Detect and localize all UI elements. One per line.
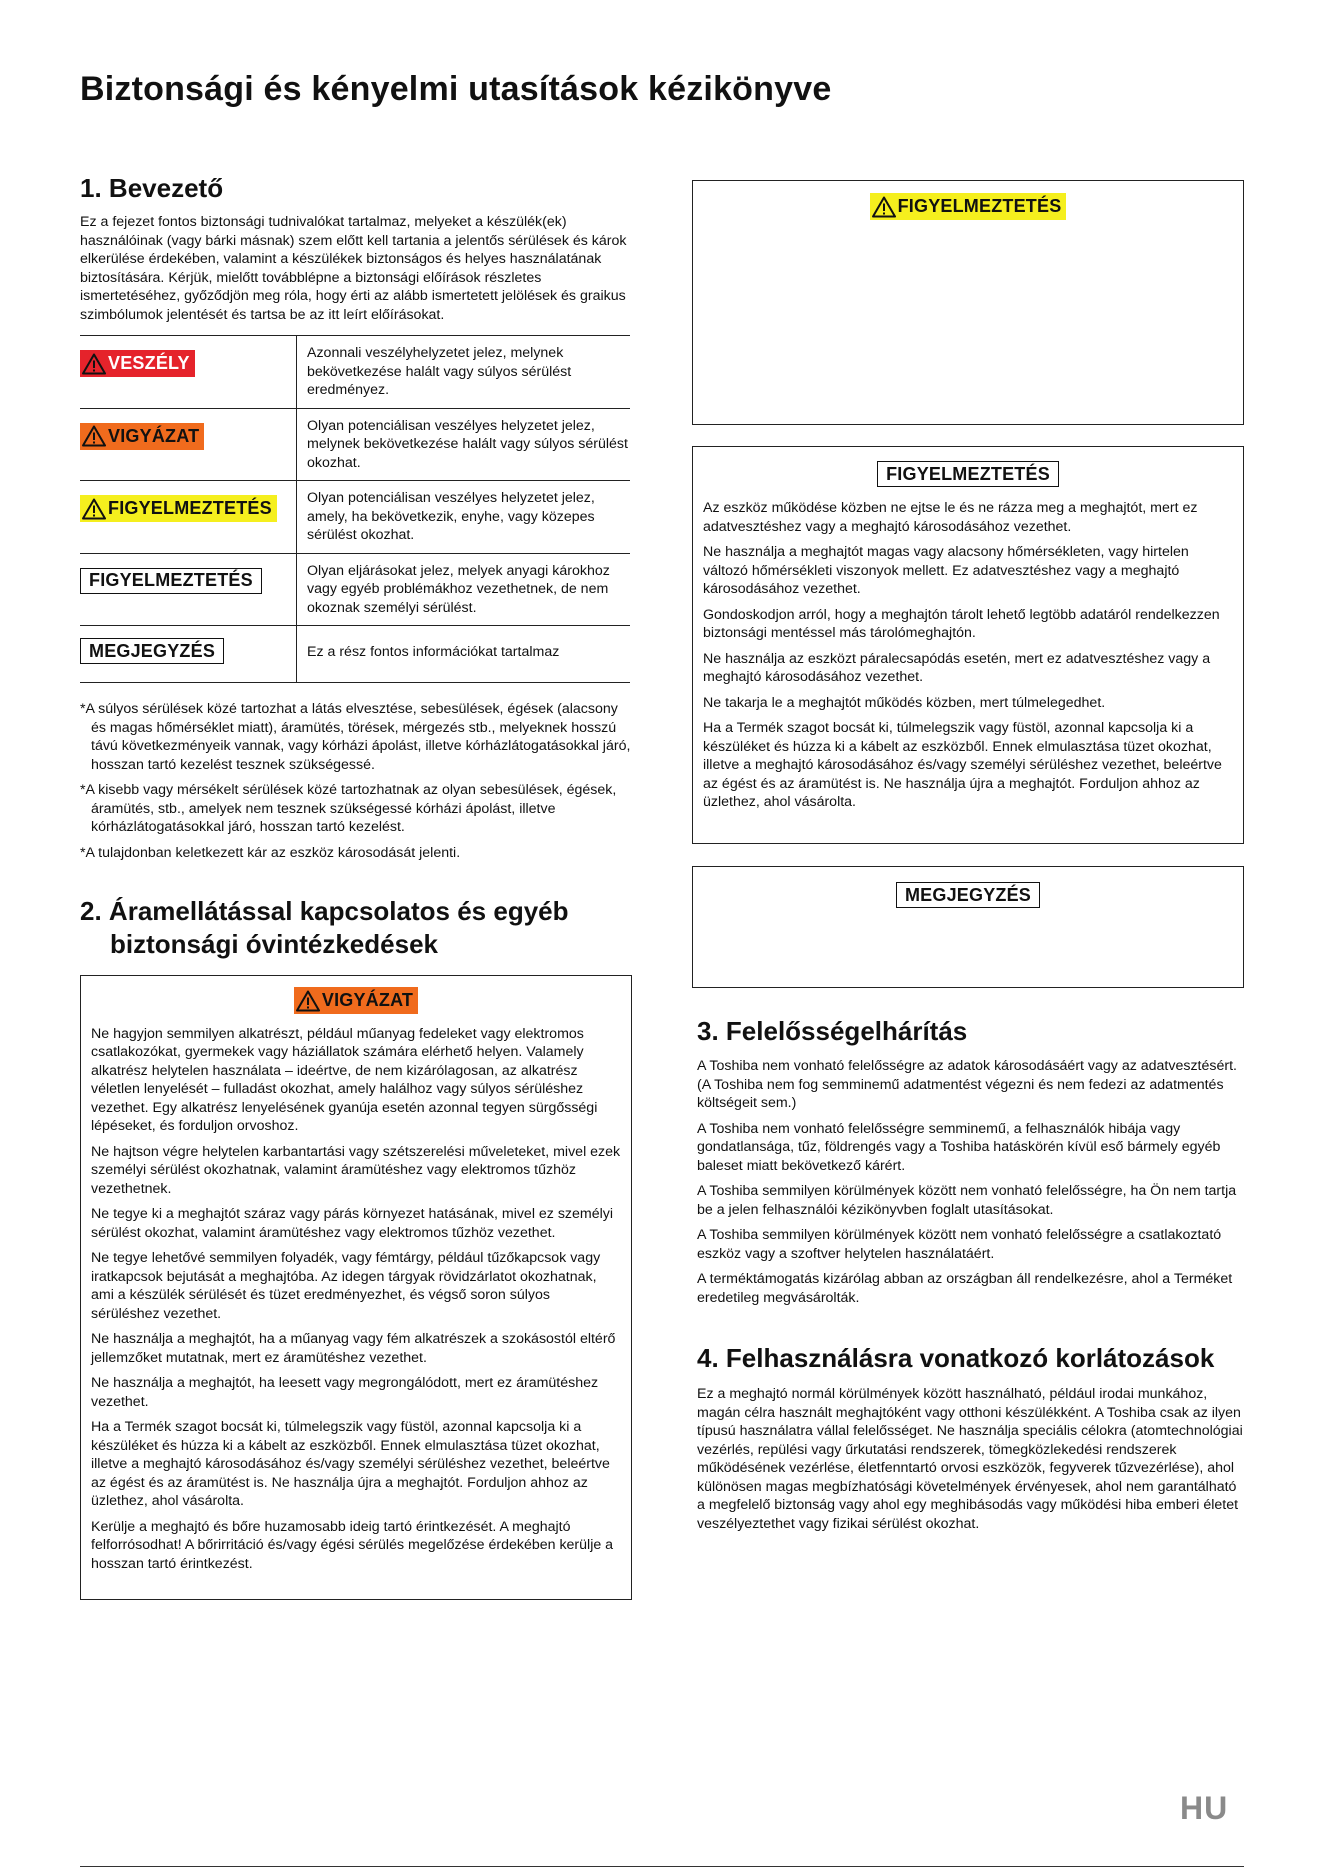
definition-row-caution: [80, 408, 630, 481]
caution-label: VIGYÁZAT: [108, 425, 200, 446]
disclaimer-paragraph: A Toshiba nem vonható felelősségre az adatok károsodásáért vagy az adatvesztésért. (A Toshiba nem fog semminemű adatmentést végezni és nem fedezi az adatmentés költségeit sem.): [697, 1058, 1237, 1111]
section-3-content: [697, 1057, 1245, 1314]
page-title: Biztonsági és kényelmi utasítások kézikönyve: [80, 70, 832, 108]
warning-box: [692, 180, 1244, 425]
caution-paragraph: Ne tegye ki a meghajtót száraz vagy párás környezet hatásának, mivel ez személyi sérülést okozhat, valamint áramütéshez vagy elektromos tűzhöz vezethet.: [91, 1206, 614, 1241]
caution-paragraph: Kerülje a meghajtó és bőre huzamosabb ideig tartó érintkezését. A meghajtó felforrósodhat! A bőrirritáció és/vagy égési sérülés megelőzése érdekében kerülje a hosszan tartó érintkezést.: [91, 1518, 614, 1572]
notice-paragraph: Az eszköz működése közben ne ejtse le és ne rázza meg a meghajtót, mert ez adatvesztéshez vagy a meghajtó károsodásához vezethet.: [703, 500, 1198, 535]
warning-box-badge: [870, 193, 1067, 220]
notice-badge: FIGYELMEZTETÉS: [80, 568, 262, 594]
footnote-serious-injury: *A súlyos sérülések közé tartozhat a látás elvesztése, sebesülések, égések (alacsony és magas hőmérséklet miatt), áramütés, törések, mérgezés stb., melyeknek hosszú távú következményeik vannak, vagy kórházi ápolást, illetve kórházlátogatásokkal járó, hosszan tartó kezelést tesznek szükségessé.: [80, 701, 631, 773]
caution-box-label: VIGYÁZAT: [321, 990, 414, 1010]
definition-row-note: [80, 626, 630, 683]
section-1-title: Bevezető: [108, 173, 224, 203]
section-4-number: 4.: [697, 1343, 719, 1373]
danger-description: Azonnali veszélyhelyzetet jelez, melynek bekövetkezése halált vagy súlyos sérülést eredményez.: [297, 336, 631, 409]
warning-description: Olyan potenciálisan veszélyes helyzetet jelez, amely, ha bekövetkezik, enyhe, vagy közepes sérülést okozhat.: [297, 481, 631, 554]
caution-description: Olyan potenciálisan veszélyes helyzetet jelez, melynek bekövetkezése halált vagy súlyos sérülést okozhat.: [297, 408, 631, 481]
notice-box-badge: FIGYELMEZTETÉS: [877, 461, 1059, 487]
warning-triangle-icon: [296, 990, 320, 1012]
definition-row-notice: [80, 553, 630, 626]
warning-triangle-icon: [82, 353, 106, 375]
footnote-property-damage: *A tulajdonban keletkezett kár az eszköz károsodását jelenti.: [80, 844, 461, 861]
warning-triangle-icon: [82, 498, 106, 520]
caution-box-content: [81, 1017, 631, 1574]
disclaimer-paragraph: A Toshiba semmilyen körülmények között nem vonható felelősségre, ha Ön nem tartja be a jelen felhasználói kézikönyvben foglalt utasításokat.: [697, 1183, 1237, 1218]
notice-paragraph: Ne takarja le a meghajtót működés közben, mert túlmelegedhet.: [703, 694, 1106, 711]
caution-badge: [80, 423, 204, 450]
caution-paragraph: Ne használja a meghajtót, ha a műanyag vagy fém alkatrészek a szokásostól eltérő jellemzőket mutatnak, mert ez áramütéshez vezethet.: [91, 1331, 616, 1366]
section-2-heading: [80, 895, 569, 961]
section-2-title-line2: biztonsági óvintézkedések: [110, 929, 438, 959]
symbol-definitions-table: [80, 335, 630, 683]
disclaimer-paragraph: A terméktámogatás kizárólag abban az országban áll rendelkezésre, ahol a Terméket eredetileg megvásárolták.: [697, 1271, 1233, 1306]
caution-paragraph: Ne hajtson végre helytelen karbantartási vagy szétszerelési műveleteket, mivel ezek személyi sérülést okozhatnak, valamint áramütéshez vagy elektromos tűzhöz vezethetnek.: [91, 1143, 621, 1197]
footnote-minor-injury: *A kisebb vagy mérsékelt sérülések közé tartozhatnak az olyan sebesülések, égések, áramütés, stb., amelyek nem tesznek szükségessé kórházi ápolást, illetve kórházlátogatásokkal járó, hosszan tartó kezelést.: [80, 782, 617, 835]
section-4-title: Felhasználásra vonatkozó korlátozások: [725, 1343, 1215, 1373]
caution-paragraph: Ha a Termék szagot bocsát ki, túlmelegszik vagy füstöl, azonnal kapcsolja ki a készüléket és húzza ki a kábelt az eszközből. Ennek elmulasztása tüzet okozhat, illetve a meghajtó károsodásához és/vagy személyi sérüléshez vezethet, beleértve az égést és az áramütést is. Ne használja újra a meghajtót. Forduljon ahhoz az üzlethez, ahol vásárolta.: [91, 1419, 610, 1509]
disclaimer-paragraph: A Toshiba semmilyen körülmények között nem vonható felelősségre a csatlakoztató eszköz vagy a szoftver helytelen használatáért.: [697, 1227, 1222, 1262]
footnotes: [80, 700, 632, 869]
note-box-badge: MEGJEGYZÉS: [896, 882, 1040, 908]
warning-box-label: FIGYELMEZTETÉS: [897, 196, 1062, 216]
note-box: [692, 866, 1244, 988]
language-code: HU: [1180, 1790, 1229, 1826]
caution-paragraph: Ne tegye lehetővé semmilyen folyadék, vagy fémtárgy, például tűzőkapcsok vagy iratkapcsok bejutását a meghajtóba. Az idegen tárgyak rövidzárlatot okozhatnak, ami a készülék sérülését és tüzet eredményezhet, és végső soron súlyos sérüléshez vezethet.: [91, 1250, 601, 1322]
caution-box-badge: [294, 987, 418, 1014]
warning-badge: [80, 495, 277, 522]
notice-paragraph: Ne használja az eszközt páralecsapódás esetén, mert ez adatvesztéshez vagy a meghajtó károsodásához vezethet.: [703, 650, 1211, 685]
disclaimer-paragraph: A Toshiba nem vonható felelősségre semminemű, a felhasználók hibája vagy gondatlansága, tűz, földrengés vagy a Toshiba hatáskörén kívül eső bármely egyéb baleset miatt bekövetkező kárért.: [697, 1120, 1221, 1174]
warning-label: FIGYELMEZTETÉS: [108, 498, 272, 518]
section-1-intro: Ez a fejezet fontos biztonsági tudnivalókat tartalmaz, melyeket a készülék(ek) használóinak (vagy bárki másnak) szem előtt kell tartania a jelentős sérülések és károk elkerülése érdekében, valamint a készülékek biztonságos és helyes használatának biztosítására. Kérjük, mielőtt továbblépne a biztonsági előírások részletes ismertetéséhez, győződjön meg róla, hogy érti az alább ismertetett jelölések és graikus szimbólumok jelentését és tartsa be az itt leírt előírásokat.: [80, 214, 627, 323]
definition-row-warning: [80, 481, 630, 554]
caution-box: [80, 975, 632, 1600]
caution-paragraph: Ne használja a meghajtót, ha leesett vagy megrongálódott, mert ez áramütéshez vezethet.: [91, 1375, 599, 1410]
section-3-heading: [697, 1015, 967, 1048]
section-3-number: 3.: [697, 1016, 719, 1046]
danger-badge: [80, 350, 195, 377]
definition-row-danger: [80, 336, 630, 409]
section-3-title: Felelősségelhárítás: [725, 1016, 968, 1046]
notice-description: Olyan eljárásokat jelez, melyek anyagi károkhoz vagy egyéb problémákhoz vezethetnek, de nem okoznak személyi sérülést.: [297, 553, 631, 626]
footer-rule: [80, 1866, 1244, 1867]
section-4-content: Ez a meghajtó normál körülmények között használható, például irodai munkához, magán célra használt meghajtóként vagy otthoni készülékként. A Toshiba csak az ilyen típusú használatra vállal felelősséget. Ne használja speciális célokra (atomtechnológiai vezérlés, repülési vagy űrkutatási rendszerek, tömegközlekedési rendszerek működésének vezérlése, életfenntartó orvosi eszközök, fegyverek tűzvezérlése), ahol különösen magas megbízhatósági követelmények érvényesek, ahol nem garantálható a megfelelő biztonság vagy ahol egy meghibásodás vagy működési hiba emberi életet veszélyeztethet vagy fizikai sérülést okozhat.: [697, 1386, 1243, 1532]
notice-paragraph: Ha a Termék szagot bocsát ki, túlmelegszik vagy füstöl, azonnal kapcsolja ki a készüléket és húzza ki a kábelt az eszközből. Ennek elmulasztása tüzet okozhat, illetve a meghajtó károsodásához és/vagy személyi sérüléshez vezethet, beleértve az égést és az áramütést is. Ne használja újra a meghajtót. Forduljon ahhoz az üzlethez, ahol vásárolta.: [703, 720, 1222, 810]
note-badge: MEGJEGYZÉS: [80, 638, 224, 664]
warning-triangle-icon: [872, 196, 896, 218]
section-2-title-line1: Áramellátással kapcsolatos és egyéb: [108, 896, 569, 926]
note-description: Ez a rész fontos információkat tartalmaz: [297, 626, 631, 683]
notice-box: [692, 446, 1244, 844]
notice-paragraph: Gondoskodjon arról, hogy a meghajtón tárolt lehető legtöbb adatáról rendelkezzen biztonsági mentéssel más tárolómeghajtón.: [703, 606, 1220, 641]
danger-label: VESZÉLY: [108, 353, 190, 373]
section-2-number: 2.: [80, 896, 102, 926]
section-1-number: 1.: [80, 173, 102, 203]
warning-triangle-icon: [82, 425, 106, 447]
section-4-heading: [697, 1342, 1214, 1375]
caution-paragraph: Ne hagyjon semmilyen alkatrészt, például műanyag fedeleket vagy elektromos csatlakozókat, gyermekek vagy háziállatok számára elérhető helyen. Valamely alkatrész helytelen használata – ideértve, de nem kizárólagosan, az alkatrész véletlen lenyelését – fulladást okozhat, amely halálhoz vagy súlyos sérüléshez vezethet. Egy alkatrész lenyelésének gyanúja esetén azonnal tegyen sürgősségi lépéseket, és forduljon orvoshoz.: [91, 1025, 598, 1134]
section-1-heading: [80, 172, 223, 205]
notice-paragraph: Ne használja a meghajtót magas vagy alacsony hőmérsékleten, vagy hirtelen változó hőmérsékleti viszonyok mellett. Ez adatvesztéshez vagy a meghajtó károsodásához vezethet.: [703, 544, 1189, 597]
notice-box-content: [693, 487, 1243, 812]
